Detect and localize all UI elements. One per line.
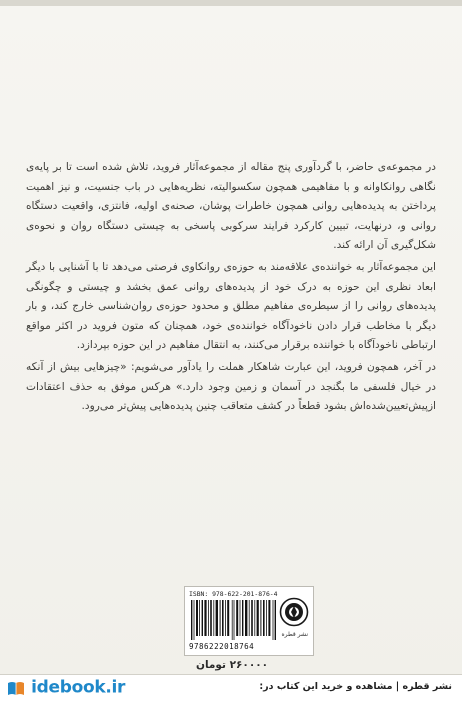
barcode-box	[184, 586, 314, 656]
blurb-paragraph-3: در آخر، همچون فروید، این عبارت شاهکار هملت را یادآور می‌شویم: «چیزهایی بیش از آنکه در خیال فلسفی ما بگنجد در آسمان و زمین وجود دارد.» هرکس موفق به حذف اعتقادات ازپیش‌تعیین‌شده‌اش بشود قطعاً در کشف متعاقب چنین پدیده‌هایی پیش‌تر می‌رود.	[26, 360, 436, 413]
store-banner[interactable]	[0, 674, 462, 701]
cover-top-strip	[0, 0, 462, 6]
blurb-text	[26, 158, 436, 419]
barcode-number: 9786222018764	[189, 642, 255, 651]
blurb-paragraph-1: در مجموعه‌ی حاضر، با گردآوری پنج مقاله از مجموعه‌آثار فروید، تلاش شده است تا بر پایه‌ی نگاهی روانکاوانه و با مفاهیمی همچون سکسوالیته، نظریه‌هایی در باب جنسیت، و نیز اهمیت پرداختن به پدیده‌هایی روانی همچون خاطرات پوشان، صحنه‌ی اولیه، فانتزی، واقعیت دستگاه روانی و، درنهایت، تبیین کارکرد فرایند سرکوبی پاسخی به چیستی دستگاه روان و نحوه‌ی شکل‌گیری آن ارائه کند.	[26, 161, 436, 252]
publisher-logo-icon	[279, 597, 309, 627]
isbn-label: ISBN: 978-622-201-876-4	[189, 590, 278, 598]
price-label: ۲۶۰۰۰۰ تومان	[196, 659, 269, 671]
store-logo[interactable]	[6, 677, 125, 699]
store-tagline: نشر قطره | مشاهده و خرید این کتاب در:	[259, 681, 452, 692]
barcode-icon	[191, 600, 277, 640]
store-site-name[interactable]: idebook.ir	[31, 677, 126, 698]
blurb-paragraph-2: این مجموعه‌آثار به خواننده‌ی علاقه‌مند به حوزه‌ی روانکاوی فرصتی می‌دهد تا با آشنایی با دیگر ابعاد نظری این حوزه به درک خود از پدیده‌های روانی عمق بخشد و چیستی و چگونگی پدیده‌های روانی را از سیطره‌ی مفاهیم مطلق و محدود حوزه‌ی روان‌شناسی خارج کند، و بار دیگر با مخاطب قرار دادن ناخودآگاه خواننده‌ی خود، همچنان که متون فروید در اکثر مواقع ارتباطی ناخودآگاه با خواننده برقرار می‌کنند، به انتقال مفاهیم در این حوزه بپردازد.	[26, 260, 436, 352]
book-icon	[6, 678, 26, 698]
publisher-label: نشر قطره	[281, 631, 308, 638]
